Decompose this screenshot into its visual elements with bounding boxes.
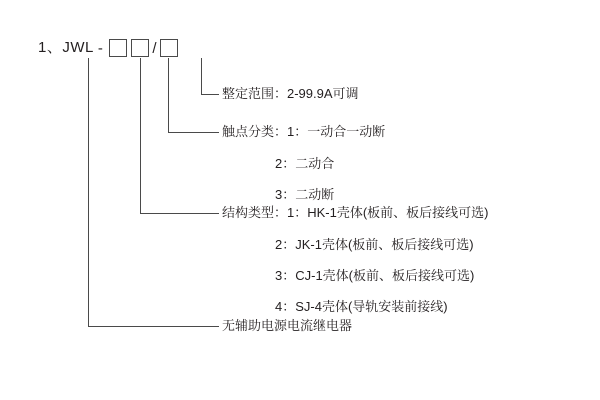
callout-sub-structure-type-4: 4：SJ-4壳体(导轨安装前接线) bbox=[275, 299, 448, 314]
callout-label-device-name: 无辅助电源电流继电器 bbox=[222, 318, 353, 333]
callout-label-setting-range: 整定范围：2-99.9A可调 bbox=[222, 86, 359, 101]
code-index: 1、 bbox=[38, 39, 63, 56]
callout-label-structure-type: 结构类型：1：HK-1壳体(板前、板后接线可选) bbox=[222, 205, 489, 220]
leader-vline-structure-type bbox=[140, 58, 141, 213]
code-box-structure bbox=[109, 39, 127, 57]
leader-vline-contact-type bbox=[168, 58, 169, 132]
leader-hline-contact-type bbox=[168, 132, 219, 133]
callout-label-contact-type: 触点分类：1：一动合一动断 bbox=[222, 124, 386, 139]
code-series: JWL bbox=[62, 39, 94, 56]
product-code-row bbox=[38, 38, 180, 58]
leader-vline-setting-range bbox=[201, 58, 202, 94]
callout-sub-contact-type-3: 3：二动断 bbox=[275, 187, 335, 202]
leader-hline-setting-range bbox=[201, 94, 219, 95]
leader-hline-structure-type bbox=[140, 213, 219, 214]
code-separator: / bbox=[152, 39, 158, 57]
leader-hline-device-name bbox=[88, 326, 219, 327]
code-box-contact bbox=[131, 39, 149, 57]
callout-sub-structure-type-3: 3：CJ-1壳体(板前、板后接线可选) bbox=[275, 268, 475, 283]
code-box-setting-range bbox=[160, 39, 178, 57]
code-dash: - bbox=[97, 39, 104, 57]
callout-sub-contact-type-2: 2：二动合 bbox=[275, 156, 335, 171]
callout-sub-structure-type-2: 2：JK-1壳体(板前、板后接线可选) bbox=[275, 237, 474, 252]
leader-vline-device-name bbox=[88, 58, 89, 326]
